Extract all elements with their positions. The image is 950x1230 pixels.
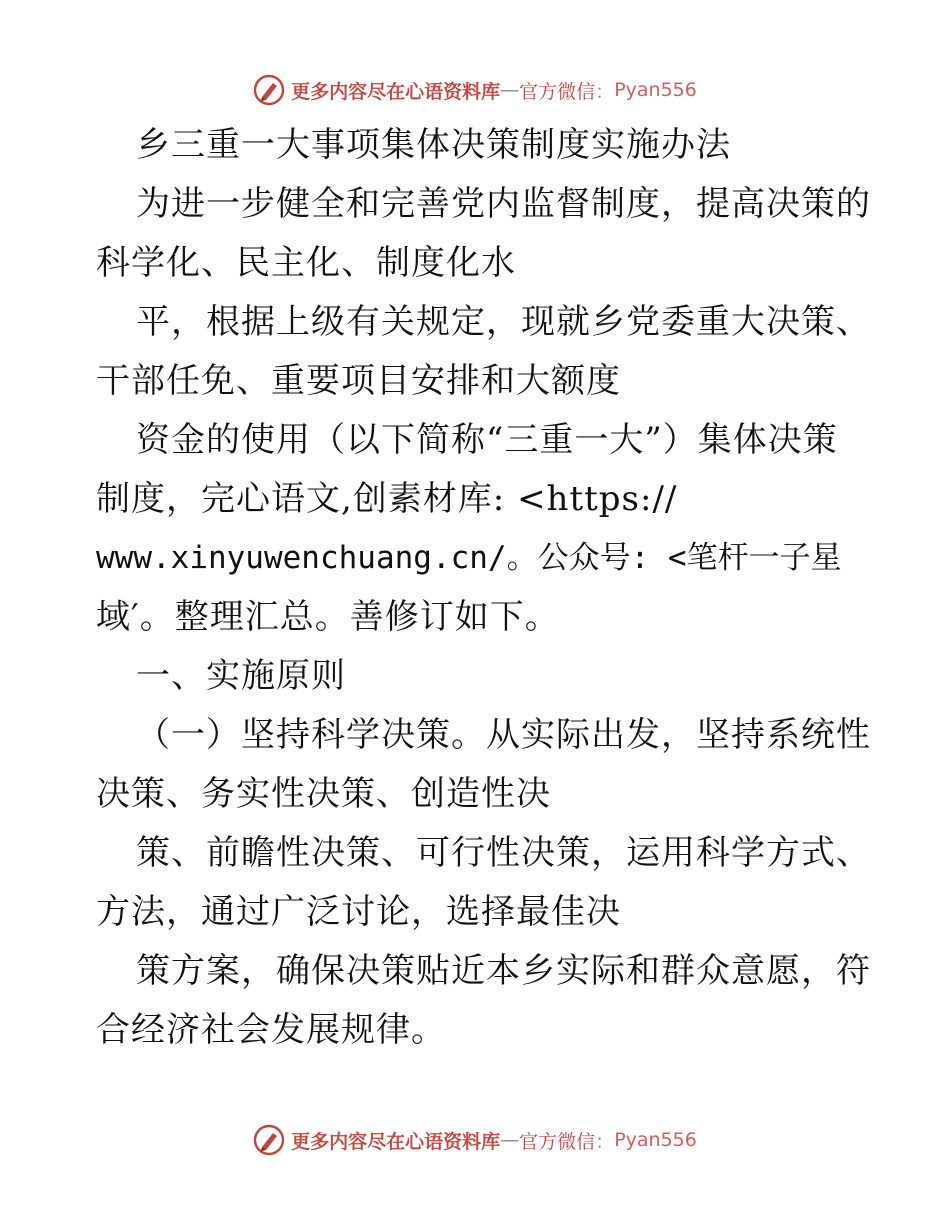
paragraph-line: 为进一步健全和完善党内监督制度，提高决策的: [136, 184, 871, 224]
watermark-wechat-id: Pyan556: [614, 1129, 697, 1151]
paragraph-line: 干部任免、重要项目安排和大额度: [96, 361, 621, 401]
paragraph-line: 科学化、民主化、制度化水: [96, 243, 516, 283]
paragraph-line: 合经济社会发展规律。: [96, 1010, 446, 1050]
document-title: 乡三重一大事项集体决策制度实施办法: [136, 125, 731, 165]
watermark-site-text: 更多内容尽在心语资料库: [291, 1130, 501, 1153]
watermark-wechat-id: Pyan556: [614, 79, 697, 101]
paragraph-line: 制度，完心语文,创素材库: <https://: [96, 479, 678, 519]
watermark-wechat-label: 官方微信: [519, 1130, 596, 1153]
header-watermark: [0, 70, 950, 110]
watermark-colon: ：: [595, 1130, 615, 1153]
paragraph-line: 平，根据上级有关规定，现就乡党委重大决策、: [136, 302, 871, 342]
red-pen-logo-icon: [253, 1124, 285, 1156]
footer-watermark: [0, 1120, 950, 1160]
paragraph-line: 资金的使用（以下简称“三重一大”）集体决策: [136, 420, 838, 460]
paragraph-line-url: www.xinyuwenchuang.cn/。公众号: <笔杆一子星: [96, 540, 842, 576]
paragraph-line: （一）坚持科学决策。从实际出发，坚持系统性: [136, 715, 871, 755]
paragraph-line: 方法，通过广泛讨论，选择最佳决: [96, 892, 621, 932]
red-pen-logo-icon: [253, 74, 285, 106]
document-body: [96, 116, 871, 1060]
watermark-colon: ：: [595, 80, 615, 103]
watermark-site-text: 更多内容尽在心语资料库: [291, 80, 501, 103]
paragraph-line: 策方案，确保决策贴近本乡实际和群众意愿，符: [136, 951, 871, 991]
section-heading: 一、实施原则: [136, 656, 346, 696]
paragraph-line: 域′。整理汇总。善修订如下。: [96, 597, 560, 637]
paragraph-line: 决策、务实性决策、创造性决: [96, 774, 551, 814]
watermark-wechat-label: 官方微信: [519, 80, 596, 103]
watermark-dash: —: [500, 1129, 520, 1151]
paragraph-line: 策、前瞻性决策、可行性决策，运用科学方式、: [136, 833, 871, 873]
watermark-dash: —: [500, 79, 520, 101]
